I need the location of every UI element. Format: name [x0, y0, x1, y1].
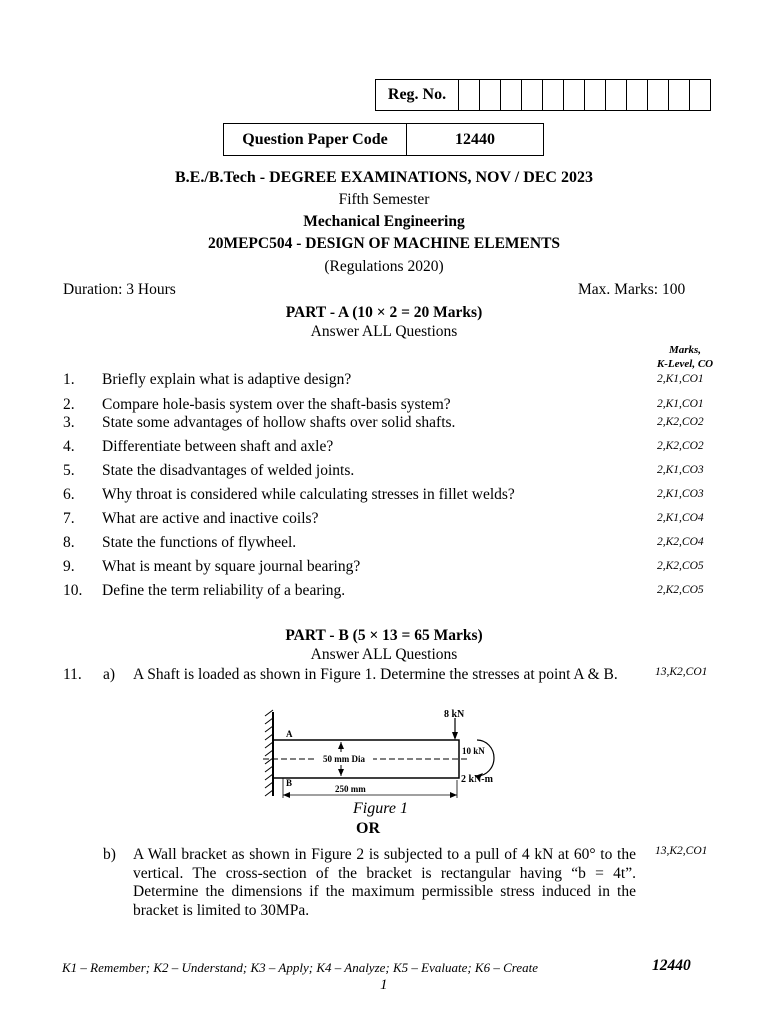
figure-1-caption: Figure 1 [353, 800, 408, 817]
question-number: 4. [63, 438, 75, 455]
question-text: State some advantages of hollow shafts over solid shafts. [102, 414, 456, 431]
reg-no-cell [564, 80, 585, 110]
question-marks: 2,K2,CO4 [657, 536, 704, 548]
question-marks: 2,K1,CO1 [657, 398, 704, 410]
diameter-arrow-bottom [338, 769, 344, 776]
question-text: Briefly explain what is adaptive design? [102, 371, 352, 388]
question-marks: 2,K2,CO2 [657, 440, 704, 452]
question-11a-marks: 13,K2,CO1 [655, 666, 708, 678]
department: Mechanical Engineering [303, 213, 465, 230]
question-number: 7. [63, 510, 75, 527]
duration: Duration: 3 Hours [63, 281, 176, 298]
question-row [63, 414, 723, 436]
question-number: 5. [63, 462, 75, 479]
question-marks: 2,K2,CO2 [657, 416, 704, 428]
length-arrow-left [283, 792, 290, 798]
axial-load-label: 10 kN [462, 746, 485, 756]
question-11b-text: A Wall bracket as shown in Figure 2 is subjected to a pull of 4 kN at 60° to the vertical. The cross-section of the bracket is rectangular having “b = 4t”. Determine the dimensions if the maximum permissible stress induced in the bracket is limited to 30MPa. [133, 846, 636, 919]
question-text: Define the term reliability of a bearing. [102, 582, 346, 599]
reg-no-cell [522, 80, 543, 110]
question-11b-marks: 13,K2,CO1 [655, 845, 708, 857]
question-paper-code-box [223, 123, 544, 156]
part-a-title: PART - A (10 × 2 = 20 Marks) [285, 304, 483, 321]
length-arrow-right [450, 792, 457, 798]
wall-support [265, 710, 273, 796]
marks-header-line2: K-Level, CO [656, 358, 714, 370]
reg-no-cell [627, 80, 648, 110]
part-b-instruction: Answer ALL Questions [310, 646, 458, 663]
question-text: Differentiate between shaft and axle? [102, 438, 334, 455]
question-marks: 2,K1,CO4 [657, 512, 704, 524]
reg-no-cell [669, 80, 690, 110]
question-row [63, 558, 723, 580]
question-row [63, 438, 723, 460]
question-row [63, 582, 723, 604]
question-text: State the functions of flywheel. [102, 534, 297, 551]
k-level-legend: K1 – Remember; K2 – Understand; K3 – Apply; K4 – Analyze; K5 – Evaluate; K6 – Create [62, 960, 539, 975]
question-row [63, 534, 723, 556]
regulations: (Regulations 2020) [324, 258, 444, 275]
length-label: 250 mm [335, 784, 366, 794]
question-row [63, 486, 723, 508]
question-11a-text: A Shaft is loaded as shown in Figure 1. Determine the stresses at point A & B. [133, 666, 618, 683]
reg-no-cell [585, 80, 606, 110]
reg-no-cell [459, 80, 480, 110]
question-text: State the disadvantages of welded joints. [102, 462, 355, 479]
question-number: 2. [63, 396, 75, 413]
question-number: 1. [63, 371, 75, 388]
question-marks: 2,K2,CO5 [657, 560, 704, 572]
question-row [63, 371, 723, 393]
question-row [63, 462, 723, 484]
question-number: 9. [63, 558, 75, 575]
reg-no-label: Reg. No. [376, 80, 459, 110]
figure-1-diagram [255, 704, 525, 804]
reg-no-cell [501, 80, 522, 110]
vertical-load-label: 8 kN [444, 709, 465, 720]
reg-no-cell [648, 80, 669, 110]
part-b-title: PART - B (5 × 13 = 65 Marks) [285, 627, 483, 644]
question-number: 10. [63, 582, 83, 599]
question-marks: 2,K1,CO1 [657, 373, 704, 385]
moment-label: 2 kN-m [461, 774, 493, 785]
question-text: What is meant by square journal bearing? [102, 558, 361, 575]
point-b-label: B [286, 778, 293, 788]
question-marks: 2,K1,CO3 [657, 464, 704, 476]
course-title: 20MEPC504 - DESIGN OF MACHINE ELEMENTS [207, 235, 561, 252]
question-number: 8. [63, 534, 75, 551]
page-number: 1 [380, 977, 388, 993]
question-11b-label: b) [103, 846, 116, 863]
question-text: What are active and inactive coils? [102, 510, 319, 527]
point-a-label: A [286, 729, 293, 739]
part-a-instruction: Answer ALL Questions [310, 323, 458, 340]
max-marks: Max. Marks: 100 [578, 281, 686, 298]
reg-no-cell [690, 80, 710, 110]
reg-no-cell [543, 80, 564, 110]
question-marks: 2,K2,CO5 [657, 584, 704, 596]
semester: Fifth Semester [338, 191, 430, 208]
question-11a-label: a) [103, 666, 116, 683]
marks-header-line1: Marks, [668, 344, 702, 356]
question-text: Why throat is considered while calculating stresses in fillet welds? [102, 486, 515, 503]
diameter-arrow-top [338, 742, 344, 749]
question-row [63, 510, 723, 532]
footer-paper-code: 12440 [652, 957, 691, 974]
reg-no-cell [606, 80, 627, 110]
exam-title: B.E./B.Tech - DEGREE EXAMINATIONS, NOV / DEC 2023 [175, 169, 593, 186]
question-paper-code-value: 12440 [455, 130, 495, 148]
or-separator: OR [356, 820, 380, 837]
vertical-load-arrow [452, 732, 458, 740]
question-text: Compare hole-basis system over the shaft-basis system? [102, 396, 451, 413]
question-11-number: 11. [63, 666, 82, 683]
marks-header [640, 343, 730, 371]
question-number: 3. [63, 414, 75, 431]
question-paper-code-label: Question Paper Code [224, 124, 407, 155]
question-marks: 2,K1,CO3 [657, 488, 704, 500]
question-number: 6. [63, 486, 75, 503]
reg-no-box [375, 79, 711, 111]
diameter-label: 50 mm Dia [323, 754, 365, 764]
reg-no-cell [480, 80, 501, 110]
